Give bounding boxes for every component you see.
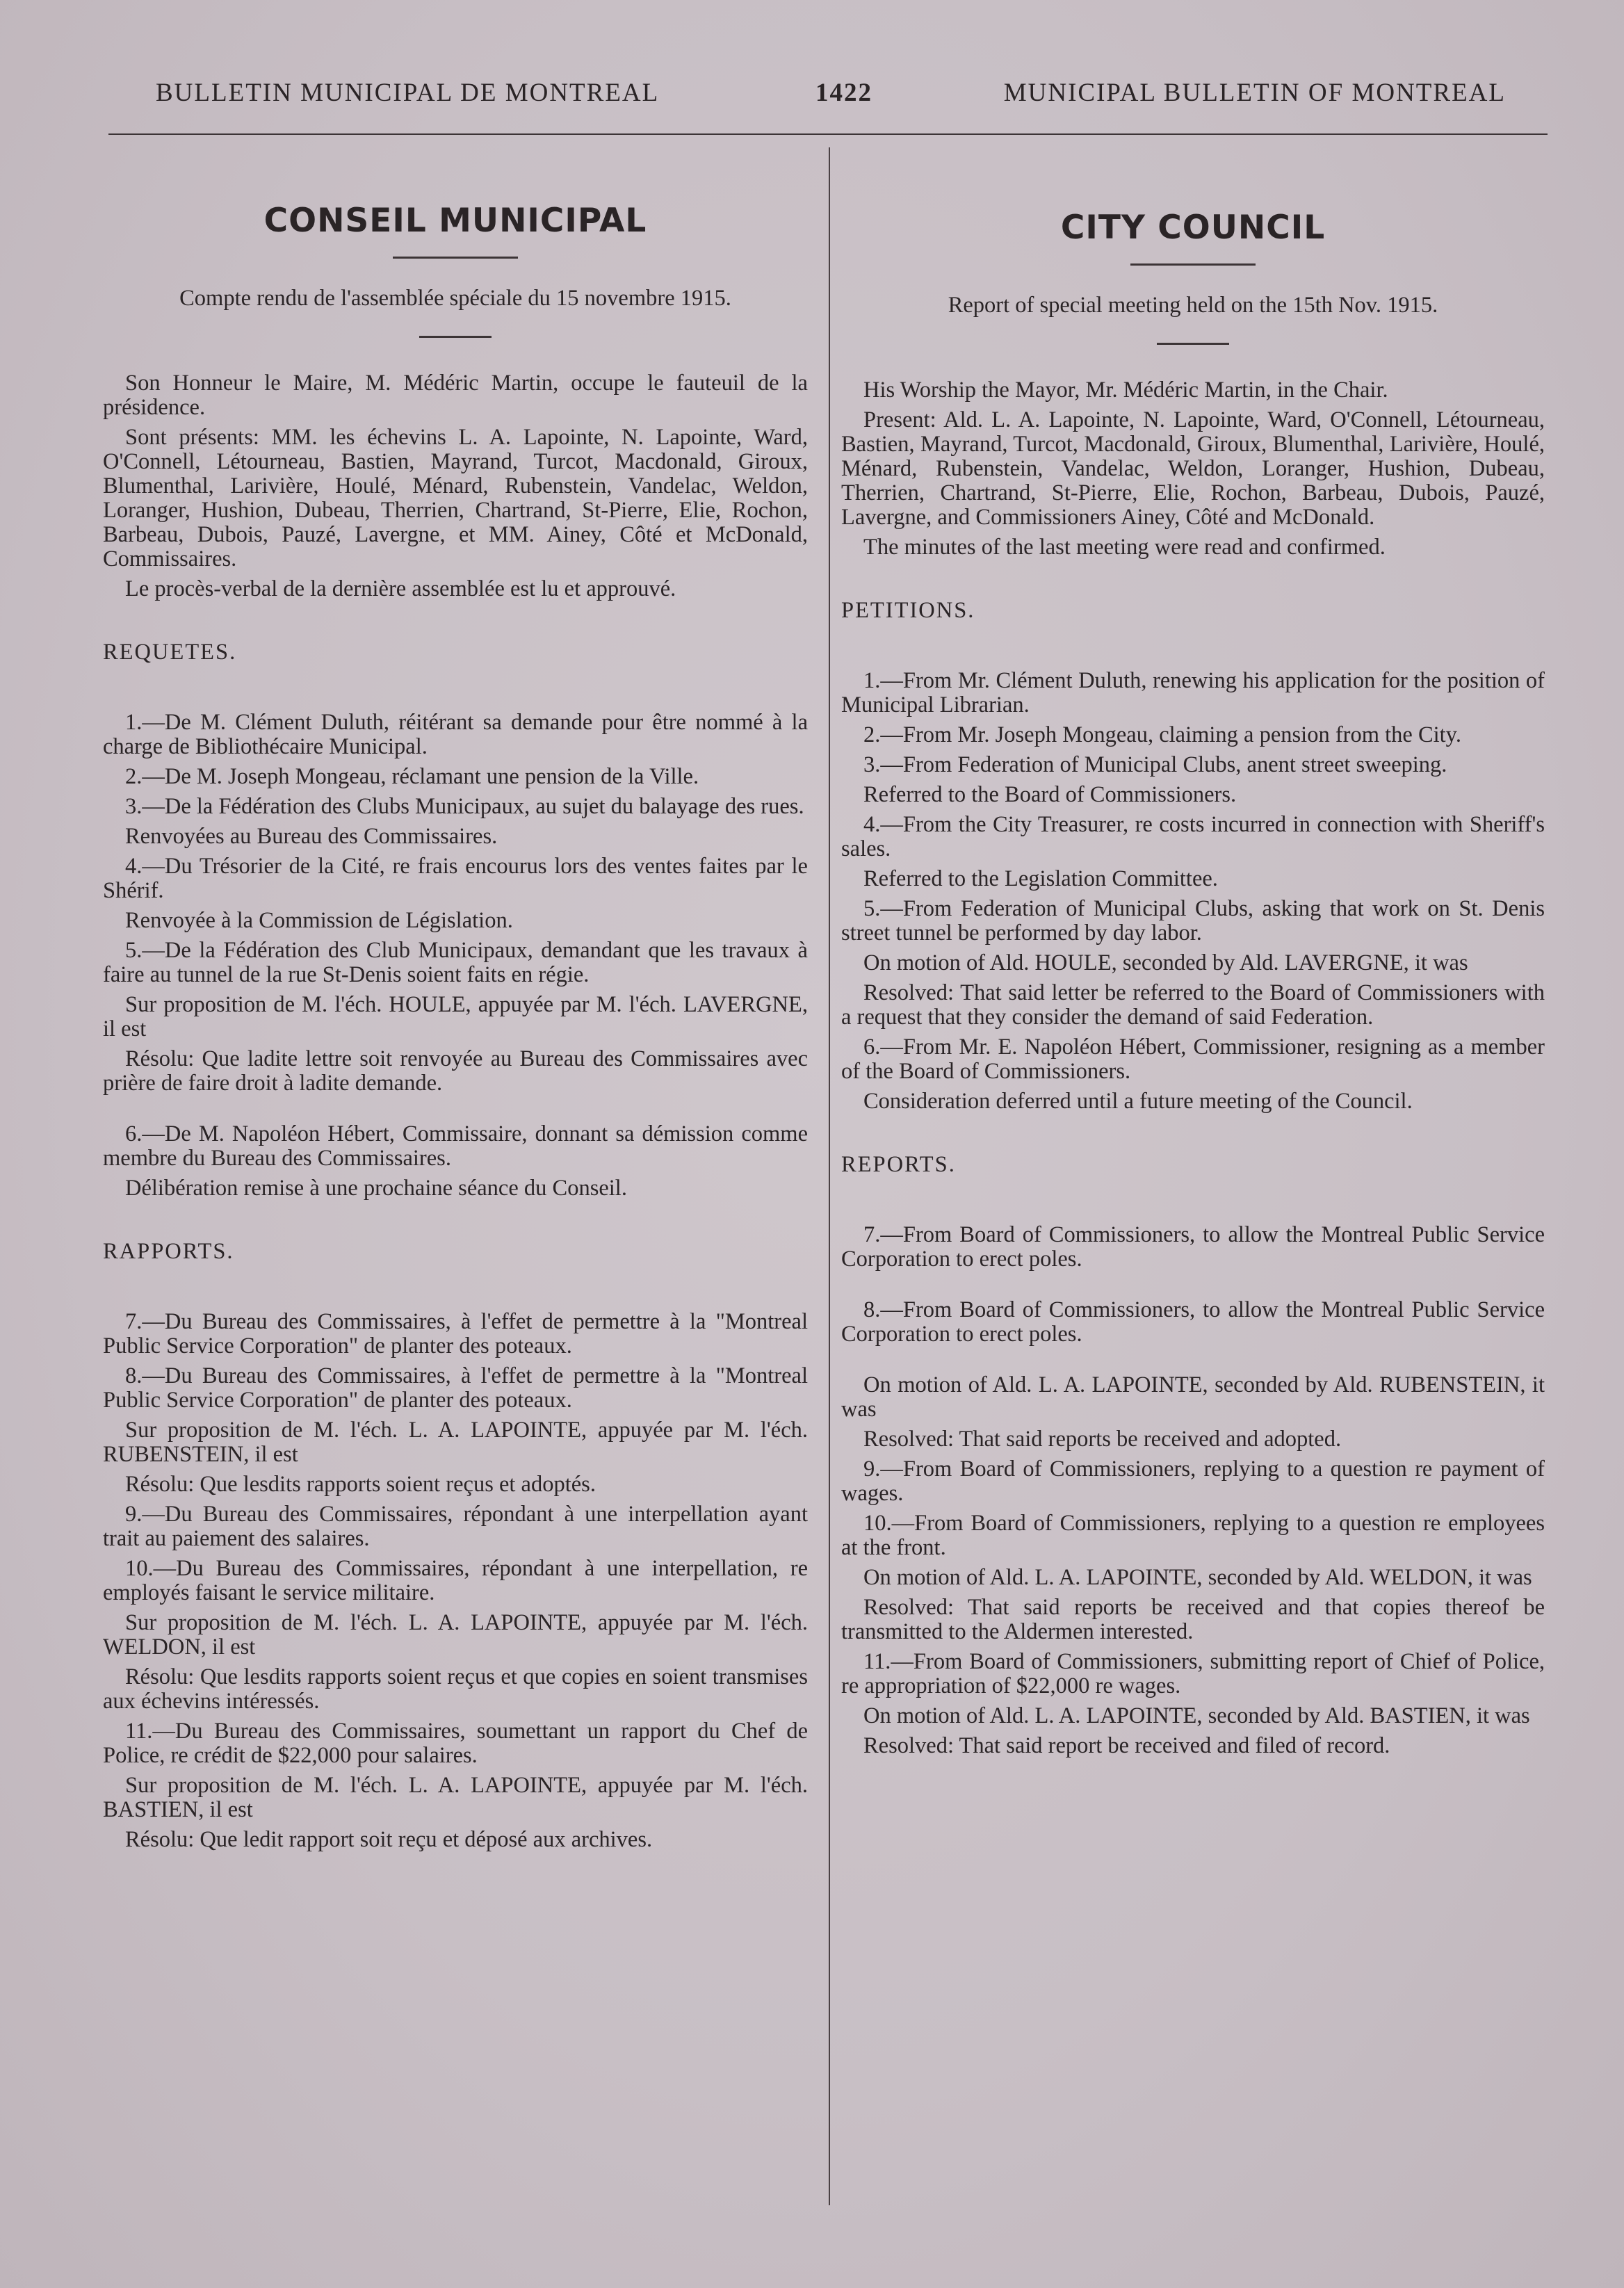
spacer <box>841 1352 1545 1373</box>
title-rule <box>1130 263 1256 266</box>
french-requete-item: 2.—De M. Joseph Mongeau, réclamant une pension de la Ville. <box>125 764 699 789</box>
english-intro-present: Present: Ald. L. A. Lapointe, N. Lapointe, Ward, O'Connell, Létourneau, Bastien, Mayrand, Turcot, Macdonald, Giroux, Blumenthal, Larivière, Houlé, Ménard, Rubenstein, Vandelac, Weldon, Loranger, Hushion, Dubeau, Therrien, Chartrand, St-Pierre, Elie, Rochon, Barbeau, Dubois, Pauzé, Lavergne, and Commissioners Ainey, Côté and McDonald. <box>841 407 1545 530</box>
spacer <box>103 1101 808 1122</box>
french-intro-mayor: Son Honneur le Maire, M. Médéric Martin, occupe le fauteuil de la présidence. <box>103 371 808 420</box>
french-rapport-item: Sur proposition de M. l'éch. L. A. LAPOINTE, appuyée par M. l'éch. RUBENSTEIN, il est <box>103 1418 808 1467</box>
french-rapport-item: Sur proposition de M. l'éch. L. A. LAPOINTE, appuyée par M. l'éch. BASTIEN, il est <box>103 1773 808 1822</box>
english-report-item: Resolved: That said reports be received and that copies thereof be transmitted to the Aldermen interested. <box>841 1595 1545 1644</box>
french-requete-item: 5.—De la Fédération des Club Municipaux, demandant que les travaux à faire au tunnel de la rue St-Denis soient faits en régie. <box>103 938 808 987</box>
english-petition-item: Referred to the Board of Commissioners. <box>863 782 1237 807</box>
header-french-title: BULLETIN MUNICIPAL DE MONTREAL <box>156 79 660 107</box>
french-rapport-item: Résolu: Que lesdits rapports soient reçus et que copies en soient transmises aux échevins intéressés. <box>103 1664 808 1714</box>
english-title: CITY COUNCIL <box>1060 209 1326 247</box>
english-petition-item: 3.—From Federation of Municipal Clubs, anent street sweeping. <box>863 752 1447 777</box>
french-column <box>103 167 808 1858</box>
french-report-line: Compte rendu de l'assemblée spéciale du 15 novembre 1915. <box>179 286 731 311</box>
french-requete-item: 4.—Du Trésorier de la Cité, re frais encourus lors des ventes faites par le Shérif. <box>103 854 808 903</box>
french-requete-item: Résolu: Que ladite lettre soit renvoyée au Bureau des Commissaires avec prière de faire droit à ladite demande. <box>103 1046 808 1096</box>
title-rule <box>393 257 518 259</box>
french-requete-item: Renvoyée à la Commission de Législation. <box>125 908 513 933</box>
french-intro-minutes: Le procès-verbal de la dernière assemblée est lu et approuvé. <box>125 576 676 601</box>
french-rapport-item: Résolu: Que lesdits rapports soient reçus et adoptés. <box>125 1472 596 1497</box>
english-petition-item: 4.—From the City Treasurer, re costs incurred in connection with Sheriff's sales. <box>841 812 1545 861</box>
english-petition-item: 6.—From Mr. E. Napoléon Hébert, Commissioner, resigning as a member of the Board of Commissioners. <box>841 1035 1545 1084</box>
running-header <box>111 78 1513 120</box>
english-report-item: Resolved: That said reports be received and adopted. <box>863 1427 1342 1452</box>
english-report-item: On motion of Ald. L. A. LAPOINTE, seconded by Ald. BASTIEN, it was <box>863 1703 1530 1728</box>
english-petitions-heading: PETITIONS. <box>841 598 975 623</box>
english-report-item: On motion of Ald. L. A. LAPOINTE, seconded by Ald. RUBENSTEIN, it was <box>841 1372 1545 1422</box>
english-report-item: 7.—From Board of Commissioners, to allow the Montreal Public Service Corporation to erect poles. <box>841 1222 1545 1272</box>
english-petition-item: 1.—From Mr. Clément Duluth, renewing his application for the position of Municipal Librarian. <box>841 668 1545 717</box>
column-divider <box>829 147 830 2205</box>
header-english-title: MUNICIPAL BULLETIN OF MONTREAL <box>1003 79 1506 107</box>
english-petition-item: Resolved: That said letter be referred to the Board of Commissioners with a request that they consider the demand of said Federation. <box>841 980 1545 1030</box>
header-divider <box>108 133 1548 135</box>
french-rapport-item: 11.—Du Bureau des Commissaires, soumettant un rapport du Chef de Police, re crédit de $22,000 pour salaires. <box>103 1719 808 1768</box>
french-requete-item: Renvoyées au Bureau des Commissaires. <box>125 824 498 849</box>
english-petition-item: 2.—From Mr. Joseph Mongeau, claiming a pension from the City. <box>863 722 1461 747</box>
english-report-item: Resolved: That said report be received and filed of record. <box>863 1733 1390 1758</box>
french-requete-item: 1.—De M. Clément Duluth, réitérant sa demande pour être nommé à la charge de Bibliothécaire Municipal. <box>103 710 808 759</box>
page-number: 1422 <box>815 79 872 107</box>
english-intro-mayor: His Worship the Mayor, Mr. Médéric Martin, in the Chair. <box>863 378 1388 403</box>
spacer <box>841 1277 1545 1298</box>
french-rapport-item: 10.—Du Bureau des Commissaires, répondant à une interpellation, re employés faisant le service militaire. <box>103 1556 808 1605</box>
english-petition-item: Referred to the Legislation Committee. <box>863 866 1218 891</box>
english-column <box>841 167 1545 1764</box>
english-petition-item: On motion of Ald. HOULE, seconded by Ald. LAVERGNE, it was <box>863 950 1468 975</box>
french-rapport-item: Résolu: Que ledit rapport soit reçu et déposé aux archives. <box>125 1827 653 1852</box>
french-requetes-heading: REQUETES. <box>103 640 237 665</box>
french-rapports-heading: RAPPORTS. <box>103 1239 234 1264</box>
french-rapport-item: Sur proposition de M. l'éch. L. A. LAPOINTE, appuyée par M. l'éch. WELDON, il est <box>103 1610 808 1660</box>
french-intro-present: Sont présents: MM. les échevins L. A. Lapointe, N. Lapointe, Ward, O'Connell, Létourneau, Bastien, Mayrand, Turcot, Macdonald, Giroux, Blumenthal, Larivière, Houlé, Ménard, Rubenstein, Vandelac, Weldon, Loranger, Hushion, Dubeau, Therrien, Chartrand, St-Pierre, Elie, Rochon, Barbeau, Dubois, Pauzé, Lavergne, et MM. Ainey, Côté et McDonald, Commissaires. <box>103 425 808 571</box>
english-report-line: Report of special meeting held on the 15th Nov. 1915. <box>948 293 1438 318</box>
french-title: CONSEIL MUNICIPAL <box>263 202 647 240</box>
english-report-item: 9.—From Board of Commissioners, replying to a question re payment of wages. <box>841 1457 1545 1506</box>
french-rapport-item: 8.—Du Bureau des Commissaires, à l'effet de permettre à la "Montreal Public Service Corporation" de planter des poteaux. <box>103 1363 808 1413</box>
english-intro-minutes: The minutes of the last meeting were read and confirmed. <box>863 535 1386 560</box>
english-petition-item: Consideration deferred until a future meeting of the Council. <box>863 1089 1413 1114</box>
french-requete-item: 3.—De la Fédération des Clubs Municipaux, au sujet du balayage des rues. <box>125 794 804 819</box>
english-report-item: 11.—From Board of Commissioners, submitting report of Chief of Police, re appropriation of $22,000 re wages. <box>841 1649 1545 1698</box>
french-requete-item: Délibération remise à une prochaine séance du Conseil. <box>125 1176 627 1201</box>
english-report-item: 8.—From Board of Commissioners, to allow the Montreal Public Service Corporation to erect poles. <box>841 1297 1545 1347</box>
french-rapport-item: 9.—Du Bureau des Commissaires, répondant à une interpellation ayant trait au paiement des salaires. <box>103 1502 808 1551</box>
english-petition-item: 5.—From Federation of Municipal Clubs, asking that work on St. Denis street tunnel be performed by day labor. <box>841 896 1545 946</box>
english-report-item: On motion of Ald. L. A. LAPOINTE, seconded by Ald. WELDON, it was <box>863 1565 1532 1590</box>
english-report-item: 10.—From Board of Commissioners, replying to a question re employees at the front. <box>841 1511 1545 1560</box>
english-reports-heading: REPORTS. <box>841 1152 956 1177</box>
french-rapport-item: 7.—Du Bureau des Commissaires, à l'effet de permettre à la "Montreal Public Service Corporation" de planter des poteaux. <box>103 1309 808 1358</box>
french-requete-item: Sur proposition de M. l'éch. HOULE, appuyée par M. l'éch. LAVERGNE, il est <box>103 992 808 1041</box>
french-requete-item: 6.—De M. Napoléon Hébert, Commissaire, donnant sa démission comme membre du Bureau des Commissaires. <box>103 1121 808 1171</box>
